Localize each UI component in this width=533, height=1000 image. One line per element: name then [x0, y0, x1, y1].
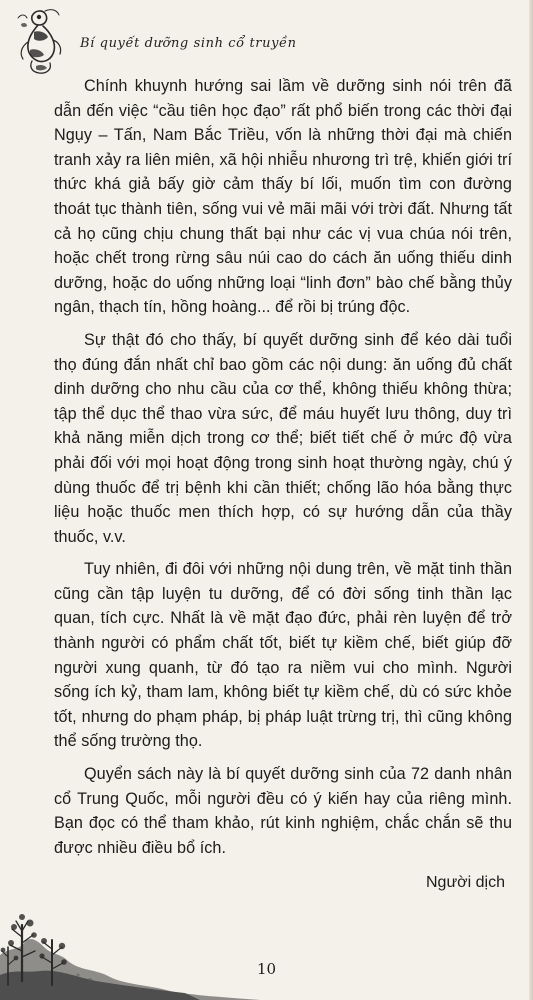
paragraph: Quyển sách này là bí quyết dưỡng sinh của 72 danh nhân cổ Trung Quốc, mỗi người đều có ý kiến hay của riêng mình. Bạn đọc có thể tham khảo, rút kinh nghiệm, chắc chắn sẽ thu được nhiều điều bổ ích. [54, 765, 512, 857]
body-text [54, 74, 512, 868]
paragraph: Tuy nhiên, đi đôi với những nội dung trên, về mặt tinh thần cũng cần tập luyện tu dưỡng, để có đời sống tinh thần lạc quan, tích cực. Nhất là về mặt đạo đức, phải rèn luyện để trở thành người có phẩm chất tốt, biết tự kiềm chế, biết giúp đỡ người xung quanh, từ đó tạo ra niềm vui cho mình. Người sống ích kỷ, tham lam, không biết tự kiềm chế, dù có sức khỏe tốt, nhưng do phạm pháp, bị pháp luật trừng trị, thì cũng không thể sống trường thọ. [54, 560, 512, 751]
page-edge-shadow [529, 0, 533, 1000]
page-number: 10 [256, 960, 277, 978]
sage-figure-icon [12, 6, 70, 76]
paragraph: Sự thật đó cho thấy, bí quyết dưỡng sinh để kéo dài tuổi thọ đúng đắn nhất chỉ bao gồm các nội dung: ăn uống đủ chất dinh dưỡng cho nhu cầu của cơ thể, không thiếu không thừa; tập thể dục thể thao vừa sức, để máu huyết lưu thông, duy trì khả năng miễn dịch trong cơ thể; biết tiết chế ở mức độ vừa phải đối với mọi hoạt động trong sinh hoạt thường ngày, chú ý dùng thuốc để trị bệnh khi cần thiết; chống lão hóa bằng thực liệu hoặc thuốc men thích hợp, có sự hướng dẫn của thầy thuốc, v.v. [54, 330, 512, 546]
translator-signature: Người dịch [425, 874, 505, 891]
ink-landscape-trees-icon [0, 885, 260, 1000]
running-header-title: Bí quyết dưỡng sinh cổ truyền [80, 36, 297, 51]
paragraph: Chính khuynh hướng sai lầm về dưỡng sinh nói trên đã dẫn đến việc “cầu tiên học đạo” rất phổ biến trong các thời đại Ngụy – Tấn, Nam Bắc Triều, vốn là những thời đại mà chiến tranh xảy ra liên miên, xã hội nhiễu nhương trì trệ, khiến giới trí thức khá giả bấy giờ cảm thấy bí lối, muốn tìm con đường thoát tục thành tiên, sống vui vẻ mãi mãi với trời đất. Nhưng tất cả họ cũng chịu chung thất bại như các vị vua chúa nói trên, hoặc chết trong rừng sâu núi cao do cách ăn uống thiếu dinh dưỡng, hoặc do uống những loại “linh đơn” bào chế bằng thủy ngân, thạch tín, hồng hoàng... để rồi bị trúng độc. [54, 77, 512, 317]
